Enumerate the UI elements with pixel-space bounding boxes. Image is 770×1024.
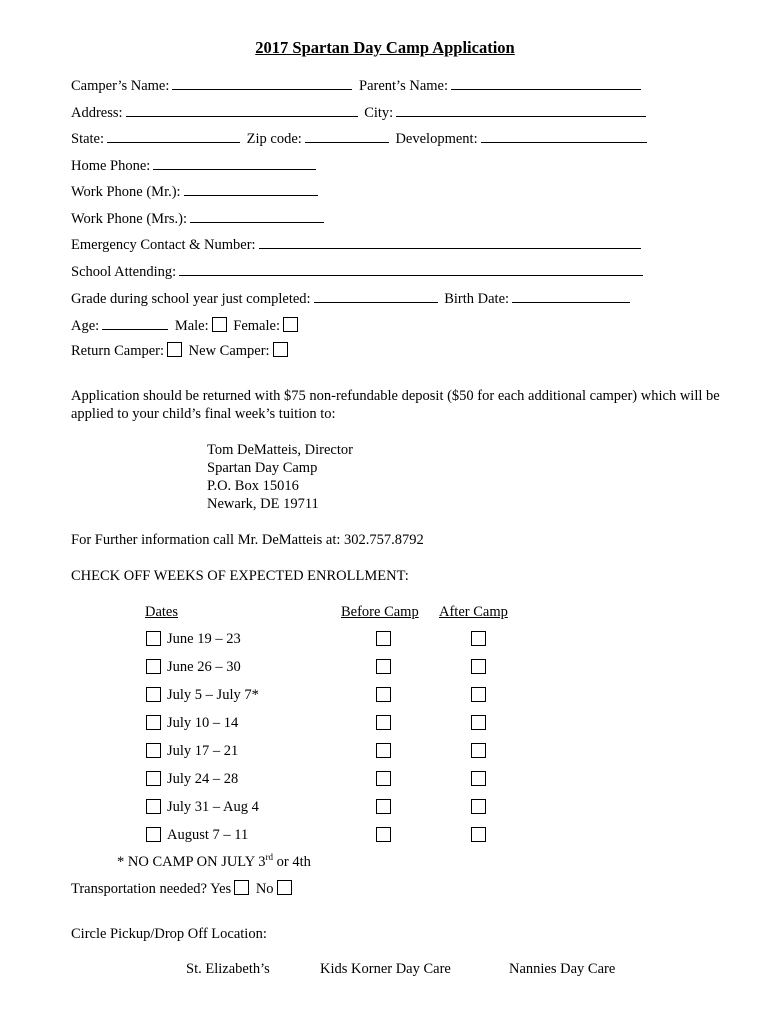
- after-camp-checkbox[interactable]: [471, 799, 486, 814]
- return-camper-checkbox[interactable]: [167, 342, 182, 357]
- pickup-option-nannies[interactable]: Nannies Day Care: [509, 961, 616, 977]
- male-checkbox[interactable]: [212, 317, 227, 332]
- enrollment-heading: CHECK OFF WEEKS OF EXPECTED ENROLLMENT:: [71, 568, 409, 584]
- form-title: 2017 Spartan Day Camp Application: [255, 38, 515, 57]
- before-camp-checkbox[interactable]: [376, 827, 391, 842]
- work-phone-mr-row: [71, 181, 321, 201]
- development-label: Development:: [395, 131, 478, 147]
- grade-label: Grade during school year just completed:: [71, 291, 311, 307]
- transport-no-checkbox[interactable]: [277, 880, 292, 895]
- week-date-label: July 5 – July 7*: [167, 687, 259, 703]
- week-date-label: July 10 – 14: [167, 715, 239, 731]
- emergency-field[interactable]: [259, 234, 641, 249]
- development-field[interactable]: [481, 128, 647, 143]
- female-checkbox[interactable]: [283, 317, 298, 332]
- after-camp-checkbox[interactable]: [471, 715, 486, 730]
- grade-row: [71, 288, 633, 308]
- pickup-option-st-elizabeths[interactable]: St. Elizabeth’s: [186, 961, 270, 977]
- before-camp-checkbox[interactable]: [376, 771, 391, 786]
- after-camp-checkbox[interactable]: [471, 659, 486, 674]
- parents-name-field[interactable]: [451, 75, 641, 90]
- address-label: Address:: [71, 105, 123, 121]
- week-date-label: June 19 – 23: [167, 631, 241, 647]
- dates-header: Dates: [145, 604, 179, 620]
- after-camp-checkbox[interactable]: [471, 687, 486, 702]
- female-label: Female:: [233, 318, 280, 334]
- parents-name-label: Parent’s Name:: [359, 78, 449, 94]
- before-camp-header: Before Camp: [341, 604, 419, 620]
- deposit-instructions: Application should be returned with $75 non-refundable deposit ($50 for each additional camper) which will be applied to your child’s final week’s tuition to:: [71, 388, 720, 422]
- week-checkbox[interactable]: [146, 799, 161, 814]
- home-phone-label: Home Phone:: [71, 158, 151, 174]
- week-checkbox[interactable]: [146, 827, 161, 842]
- state-field[interactable]: [107, 128, 240, 143]
- week-date-label: July 24 – 28: [167, 771, 239, 787]
- before-camp-checkbox[interactable]: [376, 659, 391, 674]
- before-camp-checkbox[interactable]: [376, 631, 391, 646]
- grade-field[interactable]: [314, 288, 438, 303]
- state-row: [71, 128, 650, 148]
- city-label: City:: [364, 105, 394, 121]
- campers-name-field[interactable]: [172, 75, 352, 90]
- note-suffix: or 4th: [273, 854, 311, 870]
- age-field[interactable]: [102, 315, 168, 330]
- work-phone-mrs-label: Work Phone (Mrs.):: [71, 211, 188, 227]
- after-camp-checkbox[interactable]: [471, 827, 486, 842]
- zip-label: Zip code:: [246, 131, 302, 147]
- week-checkbox[interactable]: [146, 743, 161, 758]
- home-phone-row: [71, 155, 319, 175]
- note-prefix: * NO CAMP ON JULY 3: [117, 854, 266, 870]
- address-line: Tom DeMatteis, Director: [207, 442, 353, 458]
- week-date-label: August 7 – 11: [167, 827, 249, 843]
- home-phone-field[interactable]: [153, 155, 316, 170]
- week-date-label: July 31 – Aug 4: [167, 799, 259, 815]
- pickup-option-kids-korner[interactable]: Kids Korner Day Care: [320, 961, 451, 977]
- age-label: Age:: [71, 318, 100, 334]
- week-checkbox[interactable]: [146, 715, 161, 730]
- week-checkbox[interactable]: [146, 771, 161, 786]
- address-line: Spartan Day Camp: [207, 460, 318, 476]
- age-row: [71, 315, 301, 335]
- work-phone-mrs-field[interactable]: [190, 208, 324, 223]
- week-date-label: July 17 – 21: [167, 743, 239, 759]
- address-line: Newark, DE 19711: [207, 496, 319, 512]
- week-checkbox[interactable]: [146, 659, 161, 674]
- after-camp-checkbox[interactable]: [471, 771, 486, 786]
- emergency-label: Emergency Contact & Number:: [71, 237, 256, 253]
- school-label: School Attending:: [71, 264, 177, 280]
- work-phone-mrs-row: [71, 208, 327, 228]
- transport-yes-label: Yes: [210, 881, 232, 897]
- after-camp-header: After Camp: [439, 604, 508, 620]
- info-text: For Further information call Mr. DeMatteis at: 302.757.8792: [71, 532, 424, 548]
- after-camp-checkbox[interactable]: [471, 631, 486, 646]
- work-phone-mr-field[interactable]: [184, 181, 318, 196]
- before-camp-checkbox[interactable]: [376, 715, 391, 730]
- new-camper-checkbox[interactable]: [273, 342, 288, 357]
- campers-name-label: Camper’s Name:: [71, 78, 170, 94]
- address-field[interactable]: [126, 102, 358, 117]
- week-checkbox[interactable]: [146, 631, 161, 646]
- birth-date-label: Birth Date:: [444, 291, 510, 307]
- address-line: P.O. Box 15016: [207, 478, 299, 494]
- before-camp-checkbox[interactable]: [376, 799, 391, 814]
- transport-label: Transportation needed?: [71, 881, 207, 897]
- school-row: [71, 261, 646, 281]
- birth-date-field[interactable]: [512, 288, 630, 303]
- before-camp-checkbox[interactable]: [376, 743, 391, 758]
- state-label: State:: [71, 131, 105, 147]
- transport-row: [71, 880, 295, 898]
- pickup-label: Circle Pickup/Drop Off Location:: [71, 926, 267, 942]
- school-field[interactable]: [179, 261, 643, 276]
- new-camper-label: New Camper:: [188, 343, 270, 359]
- work-phone-mr-label: Work Phone (Mr.):: [71, 184, 181, 200]
- campers-name-row: [71, 75, 644, 95]
- before-camp-checkbox[interactable]: [376, 687, 391, 702]
- transport-yes-checkbox[interactable]: [234, 880, 249, 895]
- transport-no-label: No: [255, 881, 274, 897]
- male-label: Male:: [174, 318, 209, 334]
- zip-field[interactable]: [305, 128, 389, 143]
- address-row: [71, 102, 649, 122]
- week-date-label: June 26 – 30: [167, 659, 241, 675]
- week-checkbox[interactable]: [146, 687, 161, 702]
- emergency-row: [71, 234, 644, 254]
- camper-type-row: [71, 342, 291, 360]
- return-camper-label: Return Camper:: [71, 343, 165, 359]
- note-sup: rd: [265, 852, 274, 862]
- city-field[interactable]: [396, 102, 646, 117]
- after-camp-checkbox[interactable]: [471, 743, 486, 758]
- no-camp-note: [117, 853, 311, 871]
